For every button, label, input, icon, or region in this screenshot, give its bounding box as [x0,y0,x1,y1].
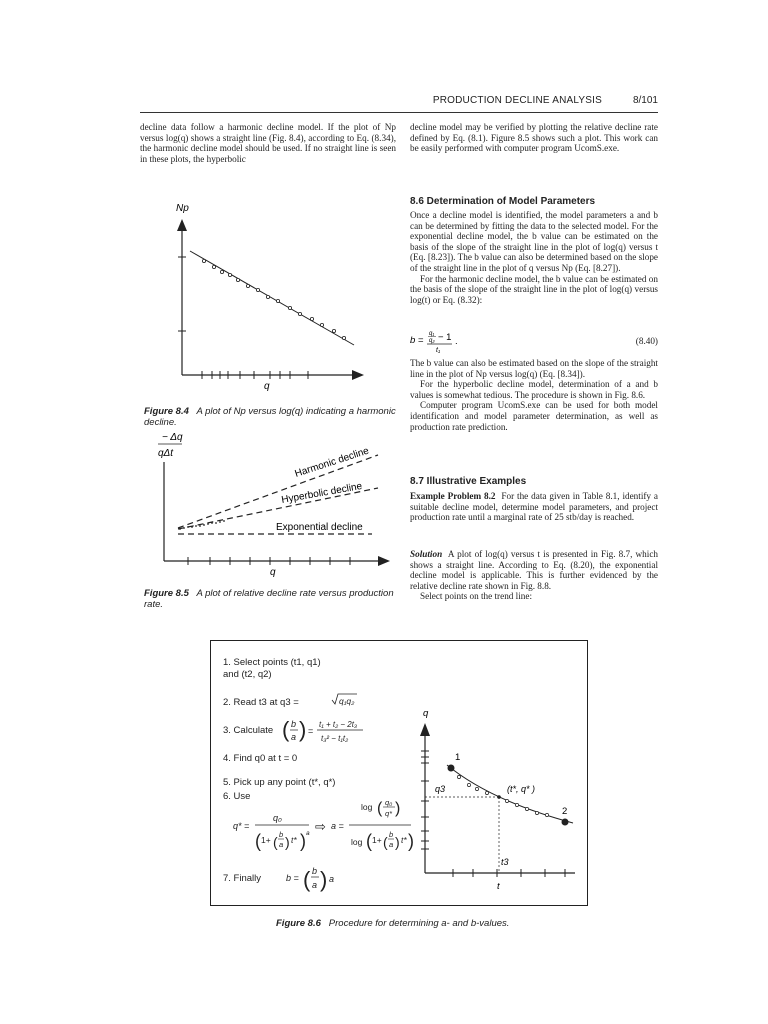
svg-text:q* =: q* = [233,821,250,831]
figure-8-4-caption [144,406,396,428]
svg-text:): ) [395,834,400,850]
figure-8-6-box [210,640,588,906]
svg-text:): ) [395,800,401,817]
step-1: 1. Select points (t1, q1) [223,657,321,668]
q-star-formula [233,813,310,851]
section-8-6-body-2 [410,358,658,432]
svg-text:1+: 1+ [372,835,382,845]
svg-text:(: ( [303,867,311,892]
figure-8-6-diagram [211,641,587,905]
svg-text:b: b [291,719,297,729]
svg-text:): ) [320,867,328,892]
svg-text:− 1: − 1 [438,332,452,343]
y-label-denominator: qΔt [158,448,174,459]
b-final-formula [286,866,334,892]
point-2-marker [562,819,569,826]
svg-text:q₀: q₀ [385,798,393,807]
caption-text: Procedure for determining a- and b-values. [328,918,510,929]
step-5: 5. Pick up any point (t*, q*) [223,777,336,788]
svg-text:1+: 1+ [261,835,271,845]
paragraph: For the hyperbolic decline model, determination of a and b values is somewhat tedious. The procedure is shown in Fig. 8.6. [410,379,658,400]
svg-text:a: a [312,880,318,890]
t3-label: t3 [501,857,509,867]
exponential-decline-label: Exponential decline [276,522,363,533]
svg-text:q*: q* [385,809,393,818]
trend-curve [447,765,573,823]
left-column-intro [140,122,396,164]
y-label-numerator: − Δq [162,432,183,443]
paragraph: decline model may be verified by plotting the relative decline rate defined by Eq. (8.1). Figure 8.5 shows such a plot. This work can be easily performed with computer program UcomS.exe. [410,122,658,154]
header-section-title: PRODUCTION DECLINE ANALYSIS [432,95,602,106]
svg-text:.: . [455,336,458,347]
plot-y-label: q [423,708,429,719]
plot-y-arrow [420,723,430,736]
x-axis-arrow [378,556,390,566]
solution-label: Solution [410,549,443,559]
figure-8-5-plot [140,428,400,580]
paragraph: Once a decline model is identified, the model parameters a and b can be determined by fitting the data to the selected model. For the exponential decline model, the b value can be estimated on the basis of the slope of the straight line in the plot of log(q) versus t (Eq. [8.23]). The b value can also be determined based on the slope of the straight line in the plot of q versus Np (Eq. [8.27]). [410,210,658,273]
plot-x-label: t [497,881,500,892]
svg-text:=: = [418,335,424,346]
x-axis-label: q [270,567,276,578]
svg-text:b: b [389,830,394,839]
svg-text:t₁ + t₂ − 2t₃: t₁ + t₂ − 2t₃ [319,720,358,729]
figure-8-4-plot [140,195,400,395]
svg-text:a: a [389,840,394,849]
svg-text:a: a [279,840,284,849]
paragraph: The b value can also be estimated based on the slope of the straight line in the plot of Np versus log(q) (Eq. [8.34]). [410,358,658,379]
caption-text: A plot of relative decline rate versus production rate. [144,588,394,610]
example-text: For the data given in Table 8.1, identify a suitable decline model, determine model parameters, and project production rate until a marginal rate of 25 stb/day is reached. [410,491,659,523]
step-7: 7. Finally [223,873,262,884]
sqrt-q1q2 [332,694,357,706]
section-8-6-body [410,210,658,305]
example-problem [410,491,658,523]
svg-text:t*: t* [401,835,407,845]
svg-text:b: b [312,866,318,876]
svg-text:b: b [410,335,416,346]
section-heading-8-7: 8.7 Illustrative Examples [410,476,527,487]
running-header [140,92,658,113]
caption-label: Figure 8.4 [144,406,189,417]
svg-text:b: b [279,830,284,839]
step-1b: and (t2, q2) [223,669,272,680]
q3-label: q3 [435,784,446,794]
y-axis-arrow [177,219,187,231]
svg-text:=: = [308,726,314,736]
paragraph: Select points on the trend line: [420,591,533,602]
caption-label: Figure 8.6 [276,918,321,929]
point-2-label: 2 [562,806,568,817]
svg-text:a: a [329,874,335,884]
solution [410,549,658,602]
paragraph: decline data follow a harmonic decline model. If the plot of Np versus log(q) shows a straight line (Fig. 8.4), according to Eq. (8.34), the harmonic decline model should be used. If no straight line is seen in these plots, the hyperbolic [140,122,396,164]
data-points-dots [179,520,225,530]
svg-text:(: ( [383,834,388,850]
paragraph: For the harmonic decline model, the b value can be estimated on the basis of the slope of the straight line in the plot of log(q) versus log(t) or Eq. (8.32): [410,273,658,305]
header-page-number: 8/101 [632,95,658,106]
svg-text:): ) [299,717,307,742]
equation-8-40 [410,328,658,354]
paragraph: Computer program UcomS.exe can be used for both model identification and model parameter determination, as well as production rate prediction. [410,400,658,432]
x-axis-label: q [264,381,270,392]
svg-text:q₁q₂: q₁q₂ [339,696,355,706]
svg-text:(: ( [377,800,383,817]
point-1-label: 1 [455,752,461,763]
svg-text:(: ( [366,831,372,851]
svg-text:t₃² − t₁t₂: t₃² − t₁t₂ [321,734,349,743]
svg-text:(: ( [273,834,278,850]
q-vs-t-plot [420,708,575,892]
svg-text:log: log [361,802,373,812]
caption-text: A plot of Np versus log(q) indicating a harmonic decline. [144,406,396,428]
implies-arrow: ⇨ [315,819,326,834]
svg-text:a: a [306,830,310,837]
svg-text:q₀: q₀ [273,813,282,823]
equation-b-formula [410,328,530,354]
figure-8-5-caption [144,588,398,610]
svg-text:t*: t* [291,835,297,845]
equation-number: (8.40) [635,336,658,346]
solution-text: A plot of log(q) versus t is presented in Fig. 8.7, which shows a straight line. According to Eq. (8.20), the exponential decline model is applicable. This is further evidenced by the relative decline rate shown in Fig. 8.8. [410,549,658,591]
svg-text:t₁: t₁ [436,347,441,354]
figure-8-6-caption [276,918,576,929]
svg-text:q₁: q₁ [429,331,435,337]
svg-text:): ) [285,834,290,850]
x-axis-arrow [352,370,364,380]
svg-text:b =: b = [286,873,299,883]
svg-text:q₂: q₂ [429,338,435,344]
step-3: 3. Calculate [223,725,274,736]
hyperbolic-decline-label: Hyperbolic decline [280,480,363,506]
point-1-marker [448,765,455,772]
svg-text:log: log [351,837,363,847]
right-column-intro [410,122,658,154]
svg-text:): ) [408,831,414,851]
svg-text:a =: a = [331,821,344,831]
example-label: Example Problem 8.2 [410,491,496,501]
section-heading-8-6: 8.6 Determination of Model Parameters [410,196,596,207]
step-4: 4. Find q0 at t = 0 [223,753,298,764]
star-point-label: (t*, q* ) [507,784,536,794]
a-formula [331,798,414,851]
ba-ratio-formula [282,717,363,743]
svg-text:a: a [291,732,297,742]
svg-text:(: ( [282,717,290,742]
svg-text:(: ( [255,831,261,851]
harmonic-decline-label: Harmonic decline [293,445,371,480]
step-2: 2. Read t3 at q3 = [223,697,299,708]
caption-label: Figure 8.5 [144,588,189,599]
y-axis-label: Np [176,203,189,214]
step-6: 6. Use [223,791,251,802]
svg-text:): ) [300,831,306,851]
